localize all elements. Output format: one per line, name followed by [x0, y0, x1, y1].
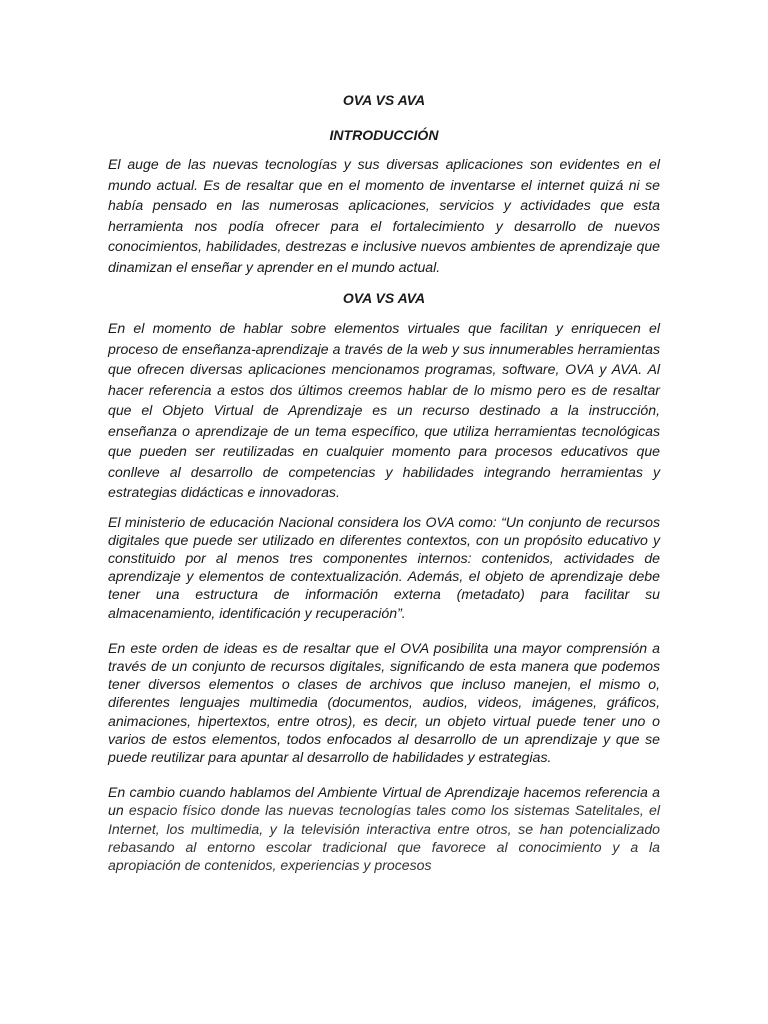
intro-heading: INTRODUCCIÓN: [329, 127, 439, 143]
paragraph-ambiente-virtual-start: En cambio cuando hablamos del Ambiente Virtual de Aprendizaje hacemos referencia a un: [108, 784, 660, 819]
paragraph-ministerio: El ministerio de educación Nacional considera los OVA como: “Un conjunto de recursos digitales que puede ser utilizado en diferentes contextos, con un propósito educativo y constituido por al menos tres componentes internos: contenidos, actividades de aprendizaje y elementos de contextualización. Además, el objeto de aprendizaje debe tener una estructura de información externa (metadato) para facilitar su almacenamiento, identificación y recuperación”.: [108, 513, 660, 621]
intro-paragraph: El auge de las nuevas tecnologías y sus diversas aplicaciones son evidentes en el mundo actual. Es de resaltar que en el momento de inventarse el internet quizá ni se había pensado en las numerosas aplicaciones, servicios y actividades que esta herramienta nos podía ofrecer para el fortalecimiento y desarrollo de nuevos conocimientos, habilidades, destrezas e inclusive nuevos ambientes de aprendizaje que dinamizan el enseñar y aprender en el mundo actual.: [108, 156, 660, 275]
document-page: [108, 88, 660, 874]
section-heading: OVA VS AVA: [342, 290, 426, 306]
paragraph-ambiente-virtual: [108, 783, 660, 874]
paragraph-objeto-virtual: En el momento de hablar sobre elementos virtuales que facilitan y enriquecen el proceso de enseñanza-aprendizaje a través de la web y sus innumerables herramientas que ofrecen diversas aplicaciones mencionamos programas, software, OVA y AVA. Al hacer referencia a estos dos últimos creemos hablar de lo mismo pero es de resaltar que el Objeto Virtual de Aprendizaje es un recurso destinado a la instrucción, enseñanza o aprendizaje de un tema específico, que utiliza herramientas tecnológicas que pueden ser reutilizadas en cualquier momento para procesos educativos que conlleve al desarrollo de competencias y habilidades integrando herramientas y estrategias didácticas e innovadoras.: [108, 320, 660, 500]
document-title: OVA VS AVA: [342, 92, 426, 108]
paragraph-orden-ideas: En este orden de ideas es de resaltar que el OVA posibilita una mayor comprensión a través de un conjunto de recursos digitales, significando de esta manera que podemos tener diversos elementos o clases de archivos que incluso manejen, el mismo o, diferentes lenguajes multimedia (documentos, audios, videos, imágenes, gráficos, animaciones, hipertextos, entre otros), es decir, un objeto virtual puede tener uno o varios de estos elementos, todos enfocados al desarrollo de un aprendizaje y que se puede reutilizar para apuntar al desarrollo de habilidades y estrategias.: [108, 639, 660, 765]
paragraph-ambiente-virtual-rest: espacio físico donde las nuevas tecnologías tales como los sistemas Satelitales, el Internet, los multimedia, y la televisión interactiva entre otros, se han potencializado rebasando al entorno escolar tradicional que favorece al conocimiento y a la apropiación de contenidos, experiencias y procesos: [108, 802, 660, 873]
